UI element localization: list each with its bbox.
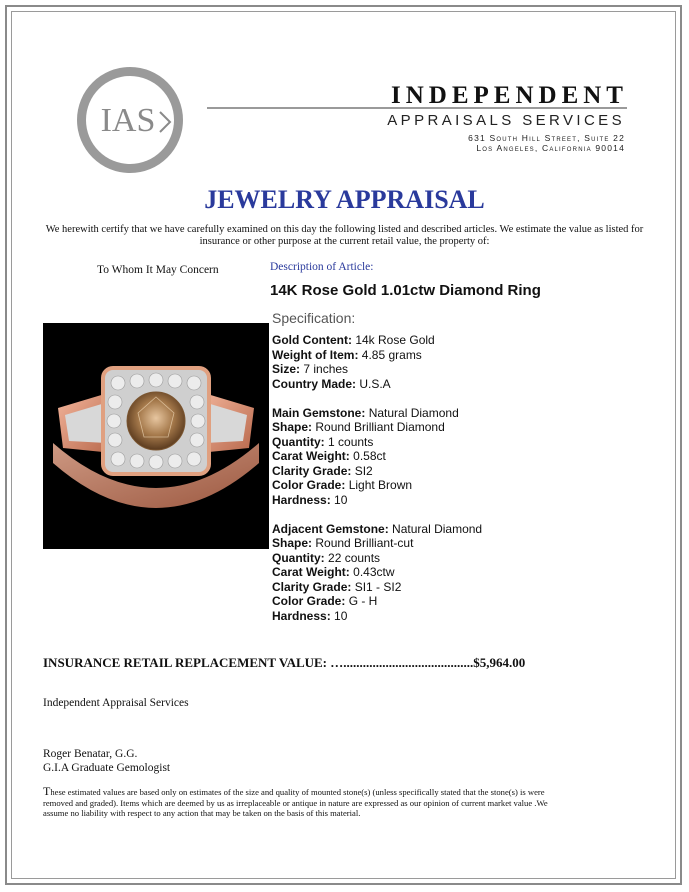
spec-row: Shape: Round Brilliant Diamond	[272, 420, 445, 434]
spec-row: Color Grade: Light Brown	[272, 478, 413, 492]
spec-row: Adjacent Gemstone: Natural Diamond	[272, 521, 483, 536]
spec-row: Clarity Grade: SI1 - SI2	[272, 579, 402, 594]
specifications	[272, 333, 482, 623]
spec-row: Clarity Grade: SI2	[272, 463, 373, 478]
signer-title: G.I.A Graduate Gemologist	[43, 762, 171, 774]
ias-logo	[74, 64, 186, 176]
logo-letters: IAS	[100, 102, 156, 139]
disclaimer	[43, 786, 563, 819]
brand-subtitle: APPRAISALS SERVICES	[387, 112, 625, 129]
spec-row: Carat Weight: 0.58ct	[272, 449, 386, 463]
spec-row: Hardness: 10	[272, 608, 348, 623]
disclaimer-text: hese estimated values are based only on estimates of the size and quality of mounted stone(s) (unless specifically stated that the stone(s) is were removed and graded). Items which are deemed by us as irreplaceable or antique in nature are expressed as our opinion of current market value .We assume no liability with respect to any action that may be taken on the basis of this material.	[43, 787, 548, 818]
company-name: Independent Appraisal Services	[43, 697, 189, 709]
address-line-1: 631 South Hill Street, Suite 22	[468, 133, 625, 143]
logo-ring-text: Appraisal	[99, 143, 150, 164]
spec-row: Quantity: 1 counts	[272, 434, 374, 449]
spec-row: Main Gemstone: Natural Diamond	[272, 405, 459, 420]
article-title: 14K Rose Gold 1.01ctw Diamond Ring	[270, 282, 541, 299]
spec-row: Shape: Round Brilliant-cut	[272, 536, 414, 550]
owner-name: To Whom It May Concern	[97, 264, 219, 276]
intro-paragraph: We herewith certify that we have carefully examined on this day the following listed and described articles. We estimate the value as listed for insurance or other purpose at the current retail value, the property of:	[45, 224, 644, 247]
specification-label: Specification:	[272, 310, 356, 326]
page-title: JEWELRY APPRAISAL	[204, 185, 485, 214]
replacement-value: INSURANCE RETAIL REPLACEMENT VALUE: …........................................$5,964.00	[43, 655, 526, 670]
ring-photo	[43, 323, 269, 549]
spec-row: Weight of Item: 4.85 grams	[272, 347, 422, 362]
address-line-2: Los Angeles, California 90014	[476, 143, 625, 153]
spec-row: Color Grade: G - H	[272, 594, 378, 608]
signer-name: Roger Benatar, G.G.	[43, 748, 138, 760]
description-label: Description of Article:	[270, 261, 374, 273]
spec-row: Country Made: U.S.A	[272, 376, 391, 391]
spec-row: Size: 7 inches	[272, 362, 349, 376]
spec-row: Gold Content: 14k Rose Gold	[272, 333, 435, 347]
spec-row: Carat Weight: 0.43ctw	[272, 565, 395, 579]
spec-row: Hardness: 10	[272, 492, 348, 507]
spec-row: Quantity: 22 counts	[272, 550, 381, 565]
brand-name: INDEPENDENT	[391, 82, 628, 109]
disclaimer-initial: T	[43, 784, 51, 798]
